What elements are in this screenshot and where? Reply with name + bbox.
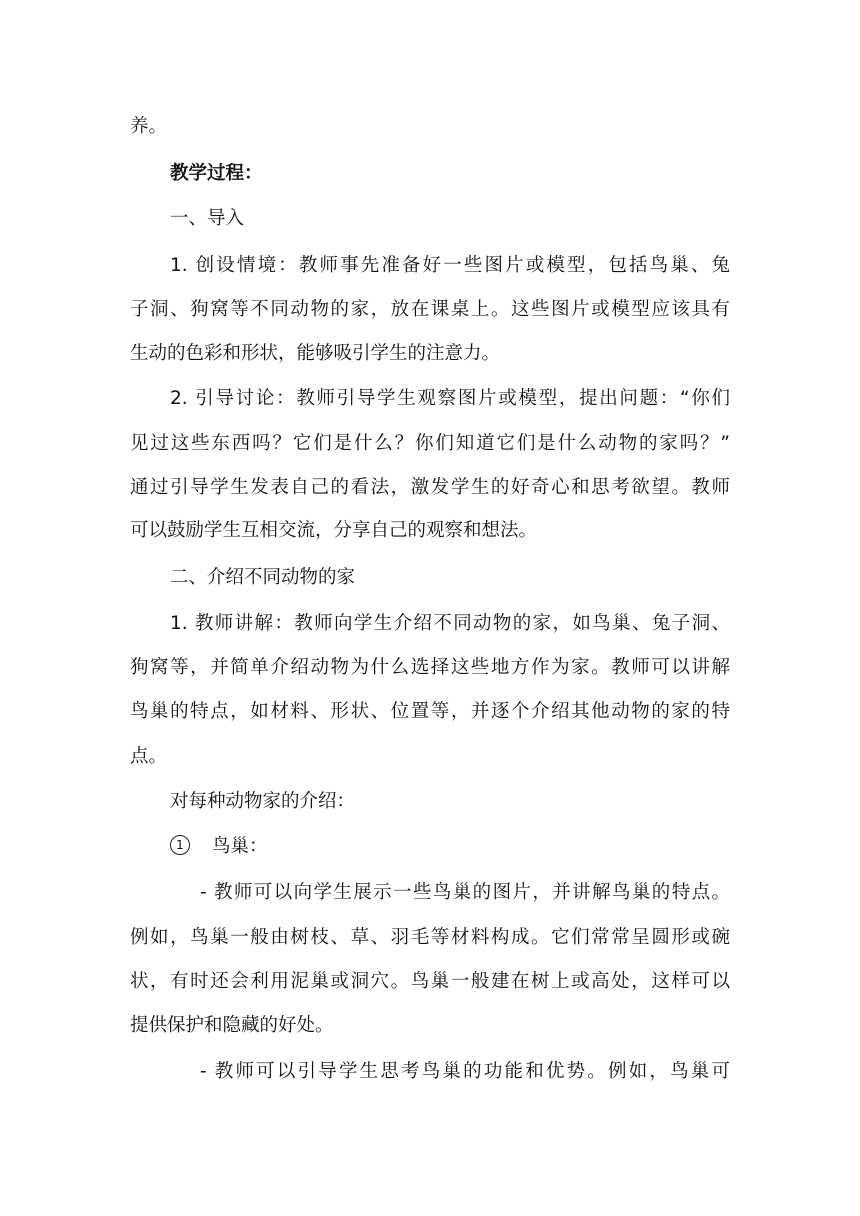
text-line: 养。 bbox=[130, 116, 168, 137]
section-heading: 教学过程： bbox=[170, 163, 263, 184]
text-line: 点。 bbox=[130, 746, 168, 767]
text-line: 例如，鸟巢一般由树枝、草、羽毛等材料构成。它们常常呈圆形或碗 bbox=[130, 927, 730, 948]
text-line: - 教师可以向学生展示一些鸟巢的图片，并讲解鸟巢的特点。 bbox=[200, 882, 730, 903]
text-line: 狗窝等，并简单介绍动物为什么选择这些地方作为家。教师可以讲解 bbox=[130, 657, 730, 678]
list-item bbox=[170, 834, 268, 860]
list-item-label: 鸟巢： bbox=[212, 836, 268, 857]
text-line: 可以鼓励学生互相交流，分享自己的观察和想法。 bbox=[130, 520, 538, 541]
section-title: 二、介绍不同动物的家 bbox=[170, 567, 356, 588]
text-line: 见过这些东西吗？它们是什么？你们知道它们是什么动物的家吗？” bbox=[130, 433, 730, 454]
text-line: - 教师可以引导学生思考鸟巢的功能和优势。例如，鸟巢可 bbox=[200, 1061, 730, 1082]
circled-number: 1 bbox=[170, 835, 190, 855]
text-line: 1. 创设情境：教师事先准备好一些图片或模型，包括鸟巢、兔 bbox=[170, 255, 730, 276]
text-line: 通过引导学生发表自己的看法，激发学生的好奇心和思考欲望。教师 bbox=[130, 477, 730, 498]
text-line: 生动的色彩和形状，能够吸引学生的注意力。 bbox=[130, 343, 501, 364]
section-title: 一、导入 bbox=[170, 208, 245, 229]
text-line: 状，有时还会利用泥巢或洞穴。鸟巢一般建在树上或高处，这样可以 bbox=[130, 971, 730, 992]
text-line: 1. 教师讲解：教师向学生介绍不同动物的家，如鸟巢、兔子洞、 bbox=[170, 613, 730, 634]
text-line: 对每种动物家的介绍： bbox=[170, 791, 356, 812]
text-line: 鸟巢的特点，如材料、形状、位置等，并逐个介绍其他动物的家的特 bbox=[130, 701, 730, 722]
text-line: 子洞、狗窝等不同动物的家，放在课桌上。这些图片或模型应该具有 bbox=[130, 299, 730, 320]
text-line: 提供保护和隐藏的好处。 bbox=[130, 1015, 334, 1036]
text-line: 2. 引导讨论：教师引导学生观察图片或模型，提出问题：“你们 bbox=[170, 388, 730, 409]
